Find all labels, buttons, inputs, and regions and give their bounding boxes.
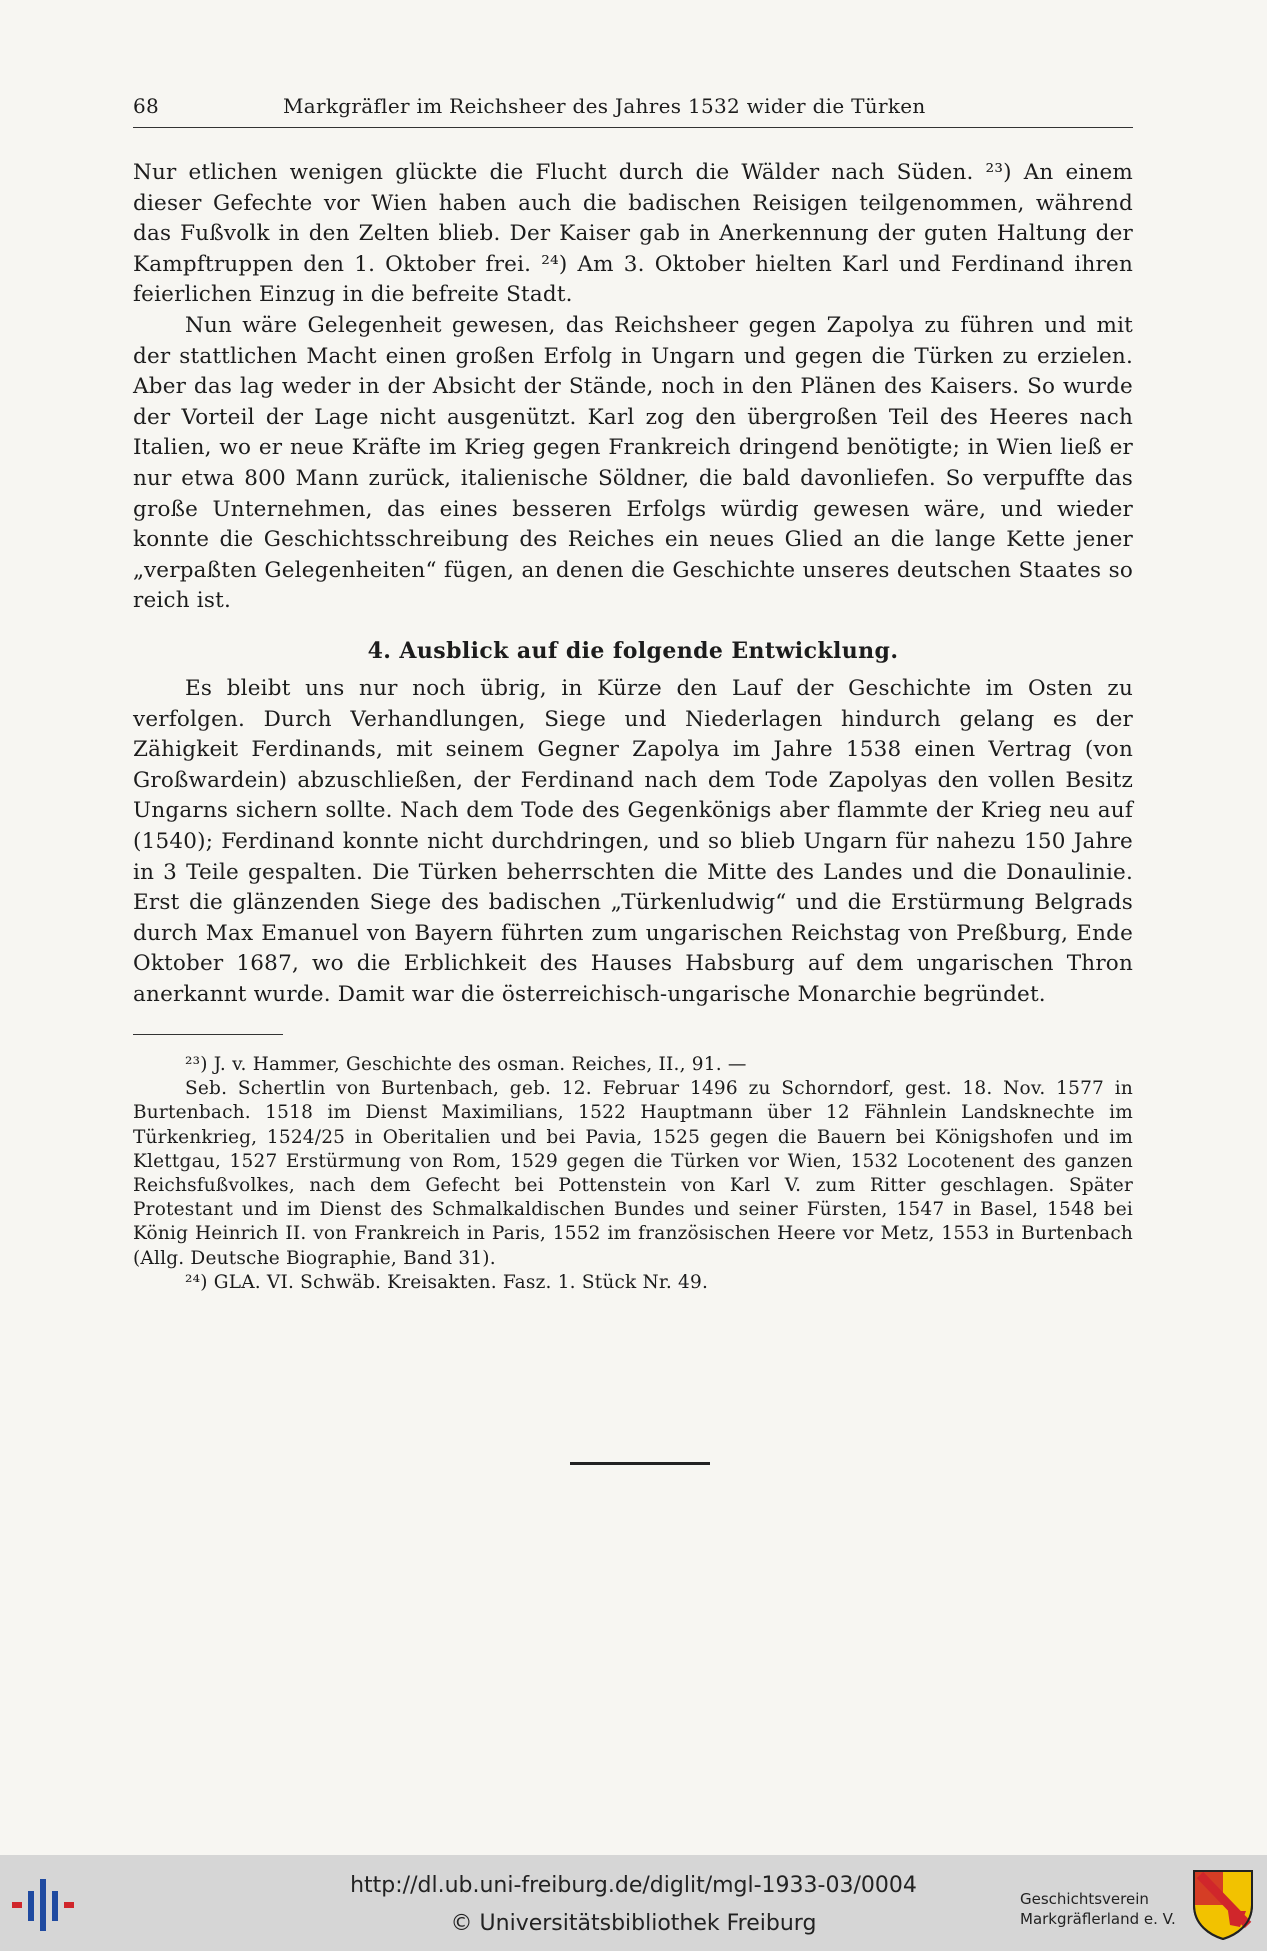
body-text-section [133, 674, 1133, 1011]
page-header [133, 94, 1133, 128]
paragraph: Nun wäre Gelegenheit gewesen, das Reichsheer gegen Zapolya zu führen und mit der stattlichen Macht einen großen Erfolg in Ungarn und gegen die Türken zu erzielen. Aber das lag weder in der Absicht der Stände, noch in den Plänen des Kaisers. So wurde der Vorteil der Lage nicht ausgenützt. Karl zog den übergroßen Teil des Heeres nach Italien, wo er neue Kräfte im Krieg gegen Frankreich dringend benötigte; in Wien ließ er nur etwa 800 Mann zurück, italienische Söldner, die bald davonliefen. So verpuffte das große Unternehmen, das eines besseren Erfolgs würdig gewesen wäre, und wieder konnte die Geschichtsschreibung des Reiches ein neues Glied an die lange Kette jener „verpaßten Gelegenheiten“ fügen, an denen die Geschichte unseres deutschen Staates so reich ist. [133, 312, 1133, 614]
paragraph: Es bleibt uns nur noch übrig, in Kürze den Lauf der Geschichte im Osten zu verfolgen. Durch Verhandlungen, Siege und Niederlagen hindurch gelang es der Zähigkeit Ferdinands, mit seinem Gegner Zapolya im Jahre 1538 einen Vertrag (von Großwardein) abzuschließen, der Ferdinand nach dem Tode Zapolyas den vollen Besitz Ungarns sichern sollte. Nach dem Tode des Gegenkönigs aber flammte der Krieg neu auf (1540); Ferdinand konnte nicht durchdringen, und so blieb Ungarn für nahezu 150 Jahre in 3 Teile gespalten. Die Türken beherrschten die Mitte des Landes und die Donaulinie. Erst die glänzenden Siege des badischen „Türkenludwig“ und die Erstürmung Belgrads durch Max Emanuel von Bayern führten zum ungarischen Reichstag von Preßburg, Ende Oktober 1687, wo die Erblichkeit des Hauses Habsburg auf dem ungarischen Thron anerkannt wurde. Damit war die österreichisch-ungarische Monarchie begründet. [133, 676, 1133, 1007]
header-rule [133, 127, 1133, 128]
footnote: ²³) J. v. Hammer, Geschichte des osman. Reiches, II., 91. — [185, 1054, 747, 1075]
paragraph: Nur etlichen wenigen glückte die Flucht durch die Wälder nach Süden. ²³) An einem dieser Gefechte vor Wien haben auch die badischen Reisigen teilgenommen, während das Fußvolk in den Zelten blieb. Der Kaiser gab in Anerkennung der guten Haltung der Kampftruppen den 1. Oktober frei. ²⁴) Am 3. Oktober hielten Karl und Ferdinand ihren feierlichen Einzug in die befreite Stadt. [133, 160, 1133, 308]
running-title: Markgräfler im Reichsheer des Jahres 1532 wider die Türken [283, 94, 926, 118]
society-name [1020, 1889, 1176, 1929]
society-line: Markgräflerland e. V. [1020, 1910, 1176, 1928]
society-line: Geschichtsverein [1020, 1890, 1149, 1908]
footnote-rule [133, 1034, 283, 1035]
footnote: ²⁴) GLA. VI. Schwäb. Kreisakten. Fasz. 1. Stück Nr. 49. [185, 1271, 709, 1293]
body-text-top [133, 158, 1133, 617]
copyright-notice: © Universitätsbibliothek Freiburg [450, 1911, 817, 1936]
page-number: 68 [133, 94, 160, 118]
section-heading: 4. Ausblick auf die folgende Entwicklung. [367, 638, 899, 664]
coat-of-arms-icon [1190, 1867, 1256, 1941]
viewer-footer [0, 1855, 1267, 1951]
document-url[interactable]: http://dl.ub.uni-freiburg.de/diglit/mgl-1933-03/0004 [350, 1873, 917, 1898]
footnote: Seb. Schertlin von Burtenbach, geb. 12. Februar 1496 zu Schorndorf, gest. 18. Nov. 1577 in Burtenbach. 1518 im Dienst Maximilians, 1522 Hauptmann über 12 Fähnlein Landsknechte im Türkenkrieg, 1524/25 in Oberitalien und bei Pavia, 1525 gegen die Bauern bei Königshofen und im Klettgau, 1527 Erstürmung von Rom, 1529 gegen die Türken vor Wien, 1532 Locotenent des ganzen Reichsfußvolkes, nach dem Gefecht bei Pottenstein von Karl V. zum Ritter geschlagen. Später Protestant und im Dienst des Schmalkaldischen Bundes und seiner Fürsten, 1547 in Basel, 1548 bei König Heinrich II. von Frankreich in Paris, 1552 im französischen Heere vor Metz, 1553 in Burtenbach (Allg. Deutsche Biographie, Band 31). [133, 1078, 1133, 1269]
footnotes [133, 1053, 1133, 1295]
end-rule [570, 1462, 710, 1465]
